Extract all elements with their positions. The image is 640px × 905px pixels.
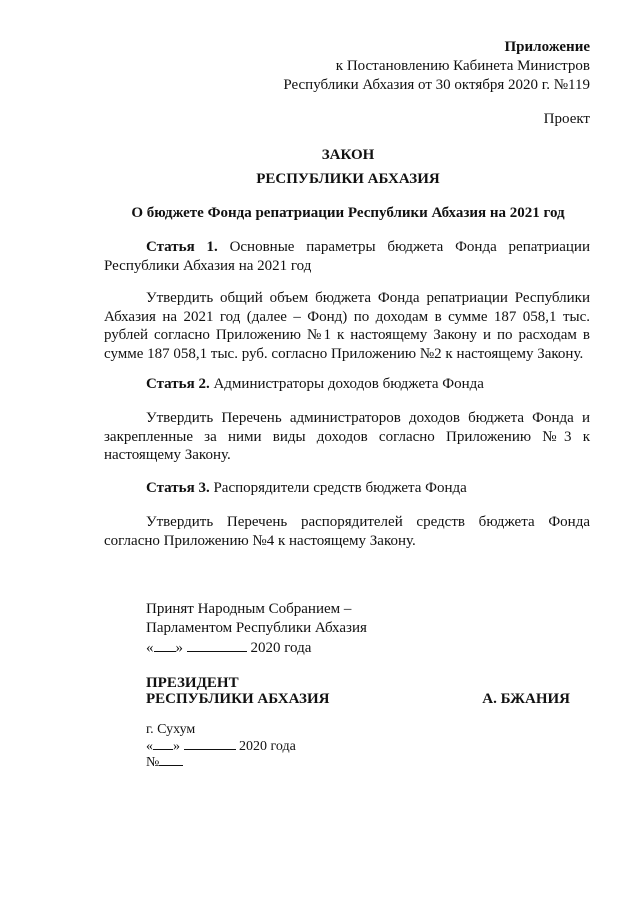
day-blank xyxy=(154,638,176,652)
article-3-body: Утвердить Перечень распорядителей средств бюджета Фонда согласно Приложению №4 к настоящему Закону. xyxy=(104,514,590,549)
footer-quote-open: « xyxy=(146,739,153,754)
law-subject: О бюджете Фонда репатриации Республики Абхазия на 2021 год xyxy=(131,205,565,221)
article-3-label: Статья 3. xyxy=(146,480,210,496)
footer-month-blank xyxy=(184,737,236,750)
footer-year: 2020 года xyxy=(239,739,296,754)
law-title: ЗАКОН xyxy=(321,147,375,163)
appendix-line-1: к Постановлению Кабинета Министров xyxy=(335,58,590,74)
article-1-heading-text: Основные параметры бюджета Фонда репатриации Республики Абхазия на 2021 год xyxy=(104,239,590,274)
month-blank xyxy=(187,638,247,652)
adoption-year: 2020 года xyxy=(250,640,312,656)
article-1-heading xyxy=(104,238,590,275)
number-label: № xyxy=(146,755,160,770)
quote-open: « xyxy=(146,640,154,656)
article-1-label: Статья 1. xyxy=(146,239,218,255)
footer-day-blank xyxy=(153,737,173,750)
footer-quote-close: » xyxy=(173,739,180,754)
adoption-date xyxy=(146,638,311,657)
city-label: г. Сухум xyxy=(146,722,196,737)
adoption-line-2: Парламентом Республики Абхазия xyxy=(146,620,367,636)
president-name: А. БЖАНИЯ xyxy=(482,691,570,707)
president-title-line-2: РЕСПУБЛИКИ АБХАЗИЯ xyxy=(146,691,330,707)
footer-number xyxy=(146,753,183,772)
article-2-body: Утвердить Перечень администраторов доходов бюджета Фонда и закрепленные за ними виды доходов согласно Приложению №3 к настоящему Закону. xyxy=(104,410,590,463)
article-3-heading xyxy=(104,479,590,498)
article-2-label: Статья 2. xyxy=(146,376,210,392)
article-3-heading-text: Распорядители средств бюджета Фонда xyxy=(209,480,467,496)
article-2-heading-text: Администраторы доходов бюджета Фонда xyxy=(209,376,484,392)
draft-label: Проект xyxy=(543,111,590,127)
appendix-title: Приложение xyxy=(504,39,590,55)
quote-close: » xyxy=(175,640,183,656)
article-2-heading xyxy=(104,375,590,394)
number-blank xyxy=(159,753,183,766)
appendix-line-2: Республики Абхазия от 30 октября 2020 г. №119 xyxy=(283,77,590,93)
republic-title: РЕСПУБЛИКИ АБХАЗИЯ xyxy=(256,171,440,187)
article-1-body: Утвердить общий объем бюджета Фонда репатриации Республики Абхазия на 2021 год (далее – Фонд) по доходам в сумме 187 058,1 тыс. рублей согласно Приложению №1 к настоящему Закону и по расходам в сумме 187 058,1 тыс. руб. согласно Приложению №2 к настоящему Закону. xyxy=(104,290,590,362)
president-title-line-1: ПРЕЗИДЕНТ xyxy=(146,675,239,691)
adoption-line-1: Принят Народным Собранием – xyxy=(146,601,352,617)
